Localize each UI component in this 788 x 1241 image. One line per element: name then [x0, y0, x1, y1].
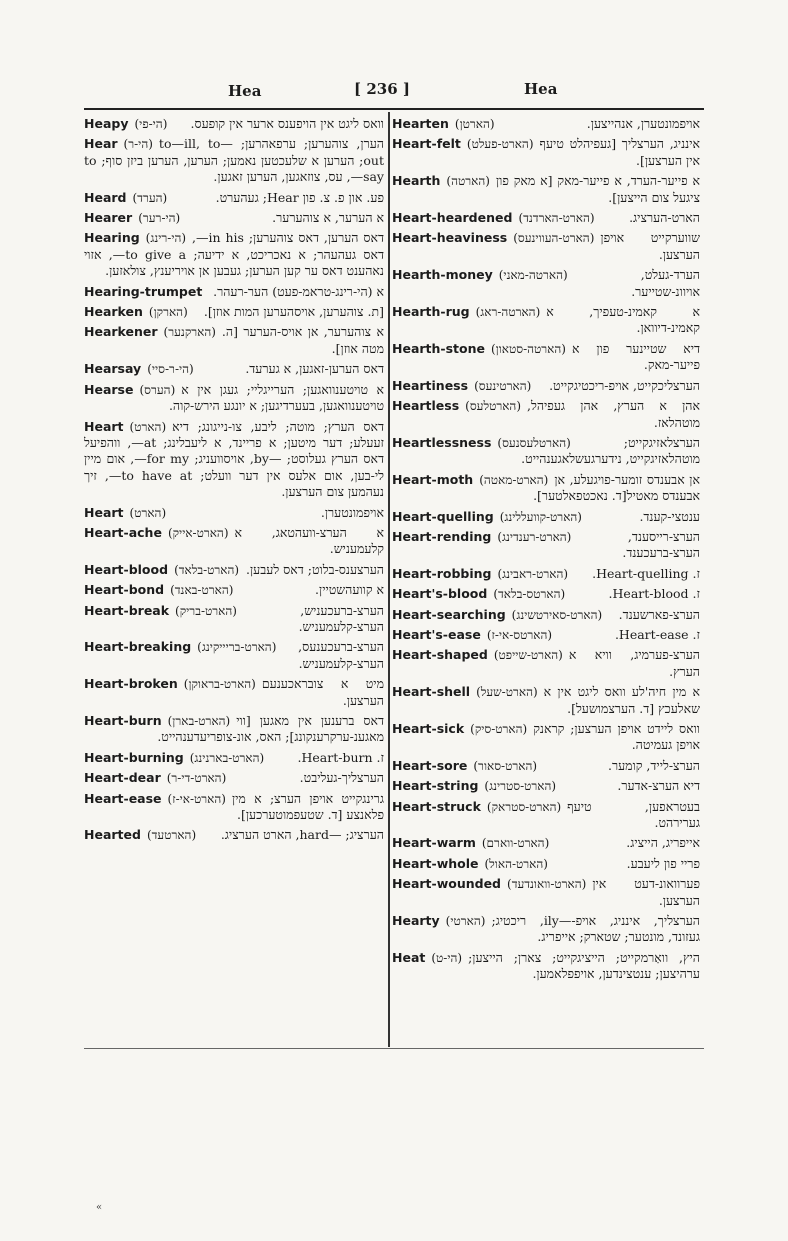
entry-headword: Heart-breaking: [84, 639, 192, 655]
dictionary-entry: [392, 398, 700, 431]
dictionary-entry: [392, 586, 700, 602]
entry-definition: הערצענס-בלוט; דאס לעבען.: [245, 561, 384, 577]
bottom-rule: [84, 1048, 704, 1049]
entry-headword: Hear: [84, 136, 118, 152]
right-column: [392, 116, 700, 987]
entry-headword: Hearing: [84, 230, 140, 246]
dictionary-entry: [84, 361, 384, 377]
entry-definition: שווערקייט אויפן הערצען.: [600, 230, 700, 262]
dictionary-entry: [392, 267, 700, 300]
dictionary-entry: [84, 284, 384, 300]
dictionary-entry: [84, 582, 384, 598]
entry-headword: Hearty: [392, 913, 440, 929]
entry-definition: דאס הערען-זאגען, א גערעד.: [245, 361, 384, 377]
entry-definition: הערצ-רייסענד, הערצ-ברעכענד.: [622, 528, 700, 561]
entry-headword: Heart-string: [392, 778, 479, 794]
entry-definition: גרינגקייט אויפן הערצ; א מין פלאנצע [ד. שטעפמוטערכען].: [231, 790, 384, 823]
entry-definition: אהן א הערץ, אהן געפיהל, מוטהלאז.: [527, 398, 700, 430]
dictionary-entry: [392, 835, 700, 851]
entry-definition: אויפמונטערן, אנהייצען.: [586, 116, 700, 131]
entry-definition: הארט-הערציג.: [629, 210, 700, 226]
entry-definition: ז. Heart-burn.: [297, 749, 384, 765]
entry-headword: Heart-felt: [392, 136, 461, 152]
entry-pronunciation: (הארטלעס): [465, 399, 522, 414]
entry-definition: פערוואונ-דעט אין הערצען.: [592, 876, 700, 908]
entry-definition: ענטצי-קענד.: [639, 508, 700, 524]
entry-pronunciation: (הי-ר-סיי): [147, 362, 194, 377]
entry-definition: ז. Heart-quelling.: [592, 565, 700, 581]
entry-headword: Heartless: [392, 398, 460, 414]
dictionary-entry: [84, 770, 384, 786]
dictionary-entry: [84, 116, 384, 132]
entry-headword: Heart-robbing: [392, 565, 492, 581]
entry-headword: Hearth-rug: [392, 304, 470, 320]
entry-pronunciation: (הארטס-בלאד): [493, 587, 566, 602]
entry-definition: הערצליך-געליבט.: [299, 770, 384, 786]
dictionary-entry: [392, 378, 700, 394]
entry-definition: הערד-געלט, אויוונ-שטייער.: [631, 267, 700, 299]
dictionary-entry: [392, 721, 700, 754]
dictionary-entry: [84, 750, 384, 766]
printer-mark: «: [96, 1202, 103, 1213]
entry-pronunciation: (הי-פי): [134, 117, 168, 131]
entry-headword: Heart-struck: [392, 798, 481, 814]
entry-pronunciation: (הארט-מאטה): [479, 472, 549, 487]
entry-definition: א צוהערער, אן אויס-הערער [ה. מטה אוזן].: [221, 324, 384, 356]
left-column: [84, 116, 384, 848]
entry-definition: בעטראפען, טיעף גערירהט.: [567, 798, 700, 831]
entry-headword: Heard: [84, 189, 127, 205]
dictionary-entry: [84, 382, 384, 415]
entry-headword: Heart: [84, 504, 124, 520]
entry-headword: Heart-quelling: [392, 508, 494, 524]
dictionary-entry: [84, 562, 384, 578]
dictionary-entry: [392, 684, 700, 717]
entry-pronunciation: (הארט-סיק): [470, 722, 528, 736]
entry-pronunciation: (הארטה-ראג): [475, 305, 541, 320]
entry-definition: מיט א צובראכענעם הערצען.: [261, 676, 384, 708]
entry-pronunciation: (הארט-בארן): [167, 714, 231, 728]
entry-headword: Heart-shell: [392, 684, 471, 700]
dictionary-entry: [84, 324, 384, 357]
entry-definition: אייפריג, הייציג.: [626, 835, 700, 851]
entry-definition: הערצ-ברעכענעס, הערצ-קלעמעניש.: [298, 639, 384, 671]
dictionary-entry: [392, 210, 700, 226]
left-guide-word: Hea: [228, 82, 262, 100]
dictionary-entry: [84, 791, 384, 824]
entry-pronunciation: (הארט-בארנינג): [189, 750, 265, 765]
entry-definition: א טויטענוואגען; הערייגליי; געגן אין א טויטענוואגען, בעערדיגען; א יונגע הירש-קוה.: [168, 381, 384, 414]
dictionary-entry: [392, 607, 700, 623]
dictionary-entry: [84, 505, 384, 521]
entry-headword: Heart-sore: [392, 757, 468, 773]
entry-definition: הערצליך, אינניג, אויפ-—ily, ריכטיג; געזונד, מונטער; שטארק; אייפריג.: [491, 913, 700, 945]
entry-pronunciation: (הארטס-אי-ז): [486, 627, 553, 642]
entry-headword: Heart-dear: [84, 770, 161, 786]
entry-headword: Hearsay: [84, 361, 142, 377]
dictionary-entry: [84, 603, 384, 636]
entry-definition: וואס ליידט אויפן הערצען; קראנק אויפן געמיטה.: [533, 721, 700, 753]
entry-definition: דאס הערען, דאס צוהערען; in his—, דאס געהעהר; א נאכריכט, א ידיעה; to give a—, אזוי נאהענט דאס ער קען הערען; געבען אן אויריענץ, צולאזען.: [84, 230, 384, 279]
dictionary-entry: [84, 525, 384, 558]
entry-definition: הערצ-פערמיג, וויא א הערץ.: [568, 647, 700, 679]
entry-definition: פריי פון ליעבע.: [626, 855, 700, 871]
dictionary-entry: [392, 627, 700, 643]
dictionary-entry: [392, 876, 700, 909]
entry-definition: א (הי-רינג-טראמ-פעט) הער-רעהר.: [213, 283, 384, 299]
dictionary-entry: [392, 856, 700, 872]
entry-pronunciation: (הארט-ראבינג): [497, 566, 569, 581]
entry-pronunciation: (הארטעד): [146, 828, 197, 843]
dictionary-entry: [84, 230, 384, 279]
dictionary-entry: [392, 472, 700, 505]
entry-pronunciation: (הארט-פעלט): [466, 137, 534, 152]
entry-pronunciation: (הארקנער): [163, 325, 216, 340]
entry-definition: היץ, וואַרמקייט; הייציגקייט; צארן; הייצען; ערהיצען; ענטצינדען, אויפפלאמען.: [468, 949, 700, 982]
entry-headword: Heart-moth: [392, 471, 474, 487]
entry-headword: Heart-sick: [392, 721, 465, 736]
entry-definition: [ת. צוהערען, אויסהערען המות אוזן].: [203, 304, 384, 320]
dictionary-entry: [84, 419, 384, 501]
entry-headword: Hearken: [84, 304, 143, 320]
entry-definition: א פייער-הערד, א פייער-מאק [א מאק פון ציגעל צום הייצען].: [495, 173, 700, 205]
entry-headword: Heart-burn: [84, 713, 162, 728]
entry-headword: Heart-ease: [84, 790, 162, 806]
entry-headword: Heart-blood: [84, 561, 169, 577]
entry-definition: דאס ברענען אין מאגען [ווי מאגענ-ערקרענקונג]; האס, אונ-צופריעדענהייט.: [157, 713, 384, 745]
dictionary-entry: [84, 304, 384, 320]
entry-definition: הערצליכקייט, אויפ-ריכטיגקייט.: [549, 377, 700, 393]
entry-definition: פע. און פ. צ. פון Hear; געהערט.: [215, 189, 384, 205]
dictionary-entry: [392, 913, 700, 946]
entry-headword: Heat: [392, 949, 426, 965]
entry-headword: Hearten: [392, 116, 449, 131]
entry-pronunciation: (הארט-ווארם): [481, 836, 550, 851]
entry-headword: Heart-bond: [84, 582, 165, 598]
entry-definition: הערציג; —hard, הארט הערציג.: [220, 827, 384, 843]
entry-definition: הערצ-פארשענד.: [618, 606, 700, 622]
entry-headword: Heartiness: [392, 377, 469, 393]
dictionary-entry: [84, 136, 384, 185]
dictionary-entry: [84, 676, 384, 709]
column-divider: [388, 112, 390, 1047]
entry-pronunciation: (הארט-בלאד): [174, 562, 240, 577]
entry-headword: Heart-broken: [84, 676, 178, 692]
entry-pronunciation: (הארט-העווינעס): [513, 231, 595, 246]
entry-definition: ז. Heart-ease.: [614, 626, 700, 642]
entry-definition: הערצ-לייד, קומער.: [607, 757, 700, 773]
dictionary-entry: [84, 639, 384, 672]
entry-headword: Hearse: [84, 381, 134, 397]
entry-definition: א קוועהשטיין.: [315, 582, 384, 598]
entry-pronunciation: (הארטי): [445, 914, 486, 929]
entry-headword: Hearth-stone: [392, 340, 485, 356]
page-number: [ 236 ]: [354, 80, 410, 98]
entry-pronunciation: (הארט-סאירטשינג): [511, 607, 603, 622]
dictionary-entry: [84, 713, 384, 746]
dictionary-entry: [392, 778, 700, 794]
entry-pronunciation: (הארט-בריייקינג): [197, 640, 277, 655]
entry-pronunciation: (הארקן): [148, 305, 188, 320]
entry-pronunciation: (הארט-שייפט): [493, 648, 563, 663]
entry-pronunciation: (הארט-רענדינג): [497, 529, 572, 544]
entry-headword: Heart-heardened: [392, 210, 513, 226]
entry-pronunciation: (הערד): [132, 190, 168, 205]
dictionary-entry: [392, 435, 700, 468]
entry-headword: Heart-searching: [392, 606, 506, 622]
entry-definition: ז. Heart-blood.: [608, 586, 700, 602]
dictionary-entry: [392, 647, 700, 680]
entry-pronunciation: (הארטה): [446, 174, 490, 189]
entry-pronunciation: (הארטה-מאני): [498, 268, 568, 283]
entry-definition: דאס הערץ; מוטה; ליבע, צו-נייגונג; דיא זעעלע; דער מיטען; א פריינד, א ליעבלינג; at—, ווהפיעל דאס הערץ געלוסט; —by, אויסוועניג; for my—, אום מיין לי-בען, אום אלעס אין דער וועלט; to have at—, זיך נעהמען צום הערצען.: [84, 418, 384, 500]
dictionary-entry: [84, 190, 384, 206]
entry-pronunciation: (הארט-סאור): [473, 758, 538, 773]
entry-definition: אן אבענדס זומער-פויגעלע, אן אבענדס מאטיל[ד. נאכטפאלטער].: [533, 471, 700, 504]
entry-headword: Hearth: [392, 173, 441, 189]
entry-definition: הערצ-ברעכעניש, הערצ-קלעמעניש.: [298, 602, 384, 634]
entry-pronunciation: (הארט-קוועללינג): [499, 509, 582, 524]
entry-pronunciation: (הארט-די-ר): [166, 771, 227, 786]
entry-headword: Heart-heaviness: [392, 230, 508, 246]
entry-pronunciation: (הי-רינג): [145, 231, 187, 246]
entry-definition: א מין חיה'לע וואס ליגט אין א שאלעכץ [ד. הערצמושעל].: [543, 684, 700, 716]
entry-definition: דיא שטיינער פון א פייער-מאק.: [571, 340, 700, 373]
entry-pronunciation: (הארטן): [454, 117, 495, 131]
entry-headword: Heart-ache: [84, 524, 162, 540]
entry-pronunciation: (הארט-האול): [484, 856, 548, 871]
entry-pronunciation: (הי-ר): [123, 137, 153, 152]
dictionary-entry: [392, 758, 700, 774]
page-header: [0, 78, 788, 104]
entry-definition: א קאמינ-טעפיך, א קאמינ-דיוואן.: [546, 304, 700, 336]
entry-pronunciation: (הארט-סטרינג): [484, 779, 557, 794]
entry-pronunciation: (הארט-בריק): [175, 603, 237, 618]
entry-headword: Heart-whole: [392, 855, 479, 871]
dictionary-entry: [392, 950, 700, 983]
dictionary-entry: [84, 210, 384, 226]
dictionary-entry: [392, 173, 700, 206]
dictionary-entry: [392, 566, 700, 582]
entry-headword: Heart-rending: [392, 528, 492, 544]
dictionary-entry: [392, 799, 700, 832]
entry-pronunciation: (הארט-שעל): [476, 685, 538, 700]
entry-pronunciation: (הי-ט): [431, 950, 463, 965]
entry-headword: Heart-break: [84, 602, 170, 618]
entry-pronunciation: (הארט-בראוקן): [183, 677, 256, 692]
entry-pronunciation: (הארט): [129, 505, 167, 520]
entry-headword: Heart's-blood: [392, 586, 488, 602]
entry-headword: Hearkener: [84, 324, 158, 340]
dictionary-entry: [392, 116, 700, 132]
entry-pronunciation: (הערס): [139, 382, 176, 397]
dictionary-entry: [392, 509, 700, 525]
dictionary-entry: [392, 230, 700, 263]
entry-pronunciation: (הארט): [129, 419, 167, 434]
right-guide-word: Hea: [524, 80, 558, 98]
entry-definition: א הערער, א צוהערער.: [272, 210, 384, 226]
dictionary-entry: [84, 827, 384, 843]
entry-headword: Heart: [84, 418, 124, 434]
entry-pronunciation: (הי-רער): [138, 211, 181, 226]
entry-definition: הערן, צוהערען; ערפאהרען; to—ill, to—out; הערען א שלעכטען נאמען; הערען, הערען ביזן סוף; to—say, עס, צוזאגען, הערען זאגען.: [84, 136, 384, 185]
entry-headword: Heart-burning: [84, 749, 184, 765]
entry-pronunciation: (הארט-אי-ז): [167, 791, 226, 806]
entry-definition: אויפמונטערן.: [320, 504, 384, 520]
dictionary-entry: [392, 341, 700, 374]
entry-definition: א הערצ-וועהטאג, א קלעמעניש.: [234, 524, 384, 557]
entry-headword: Hearth-money: [392, 267, 493, 283]
entry-pronunciation: (הארט-סטראק): [486, 799, 562, 814]
entry-headword: Hearer: [84, 210, 133, 226]
entry-definition: דיא הערצ-אדער.: [617, 778, 700, 794]
entry-definition: וואס ליגט אין הויפענס ארער אין קופעס.: [190, 116, 384, 131]
entry-pronunciation: (הארט-הארדנד): [518, 211, 595, 226]
entry-pronunciation: (הארט-באנד): [170, 583, 234, 598]
entry-definition: אינניג, הערצליך [געפיהלט טיעף אין הערצען].: [539, 136, 700, 168]
entry-headword: Hearing-trumpet: [84, 283, 203, 299]
entry-headword: Heart-shaped: [392, 647, 488, 663]
entry-pronunciation: (הארט-וואונדעד): [507, 877, 587, 892]
entry-pronunciation: (הארט-אייק): [167, 525, 229, 540]
entry-headword: Hearted: [84, 827, 141, 843]
dictionary-entry: [392, 136, 700, 169]
entry-headword: Heart-warm: [392, 835, 476, 851]
entry-headword: Heart-wounded: [392, 876, 502, 892]
entry-headword: Heapy: [84, 116, 129, 131]
dictionary-entry: [392, 304, 700, 337]
dictionary-entry: [392, 529, 700, 562]
entry-definition: הערצלאזיגקייט; מוטהלאזיגקייט, נידערגעשלאגענהייט.: [521, 434, 700, 467]
entry-headword: Heartlessness: [392, 434, 492, 450]
entry-headword: Heart's-ease: [392, 626, 481, 642]
entry-pronunciation: (הארטלעסנעס): [497, 435, 571, 450]
header-rule: [84, 108, 704, 110]
entry-pronunciation: (הארטה-סטאון): [490, 341, 566, 356]
entry-pronunciation: (הארטינעס): [474, 378, 532, 393]
